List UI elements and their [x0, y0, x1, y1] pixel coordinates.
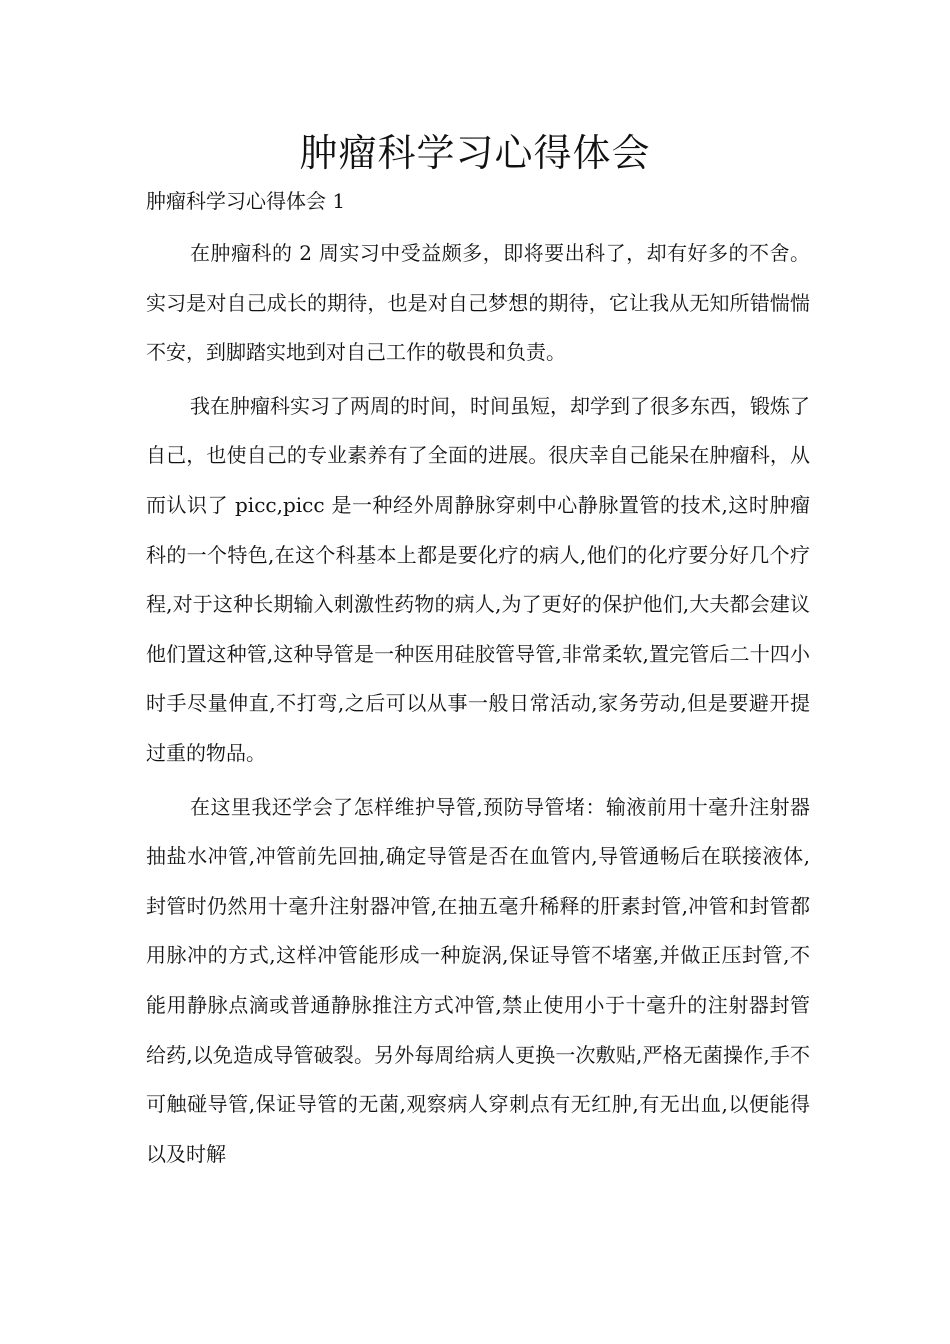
section-heading: 肿瘤科学习心得体会 1: [146, 189, 346, 213]
paragraph-2: 我在肿瘤科实习了两周的时间，时间虽短，却学到了很多东西，锻炼了自己，也使自己的专业素养有了全面的进展。很庆幸自己能呆在肿瘤科，从而认识了 picc,picc 是一种经外周静脉穿刺中心静脉置管的技术,这时肿瘤科的一个特色,在这个科基本上都是要化疗的病人,他们的化疗要分好几个疗程,对于这种长期输入刺激性药物的病人,为了更好的保护他们,大夫都会建议他们置这种管,这种导管是一种医用硅胶管导管,非常柔软,置完管后二十四小时手尽量伸直,不打弯,之后可以从事一般日常活动,家务劳动,但是要避开提过重的物品。: [146, 393, 810, 765]
paragraph-3: 在这里我还学会了怎样维护导管,预防导管堵：输液前用十毫升注射器抽盐水冲管,冲管前先回抽,确定导管是否在血管内,导管通畅后在联接液体,封管时仍然用十毫升注射器冲管,在抽五毫升稀释的肝素封管,冲管和封管都用脉冲的方式,这样冲管能形成一种旋涡,保证导管不堵塞,并做正压封管,不能用静脉点滴或普通静脉推注方式冲管,禁止使用小于十毫升的注射器封管给药,以免造成导管破裂。另外每周给病人更换一次敷贴,严格无菌操作,手不可触碰导管,保证导管的无菌,观察病人穿刺点有无红肿,有无出血,以便能得以及时解: [146, 794, 810, 1166]
document-body: [146, 229, 810, 1183]
paragraph-1: 在肿瘤科的 2 周实习中受益颇多，即将要出科了，却有好多的不舍。实习是对自己成长的期待，也是对自己梦想的期待，它让我从无知所错惴惴不安，到脚踏实地到对自己工作的敬畏和负责。: [146, 241, 810, 365]
document-title: 肿瘤科学习心得体会: [299, 131, 651, 175]
